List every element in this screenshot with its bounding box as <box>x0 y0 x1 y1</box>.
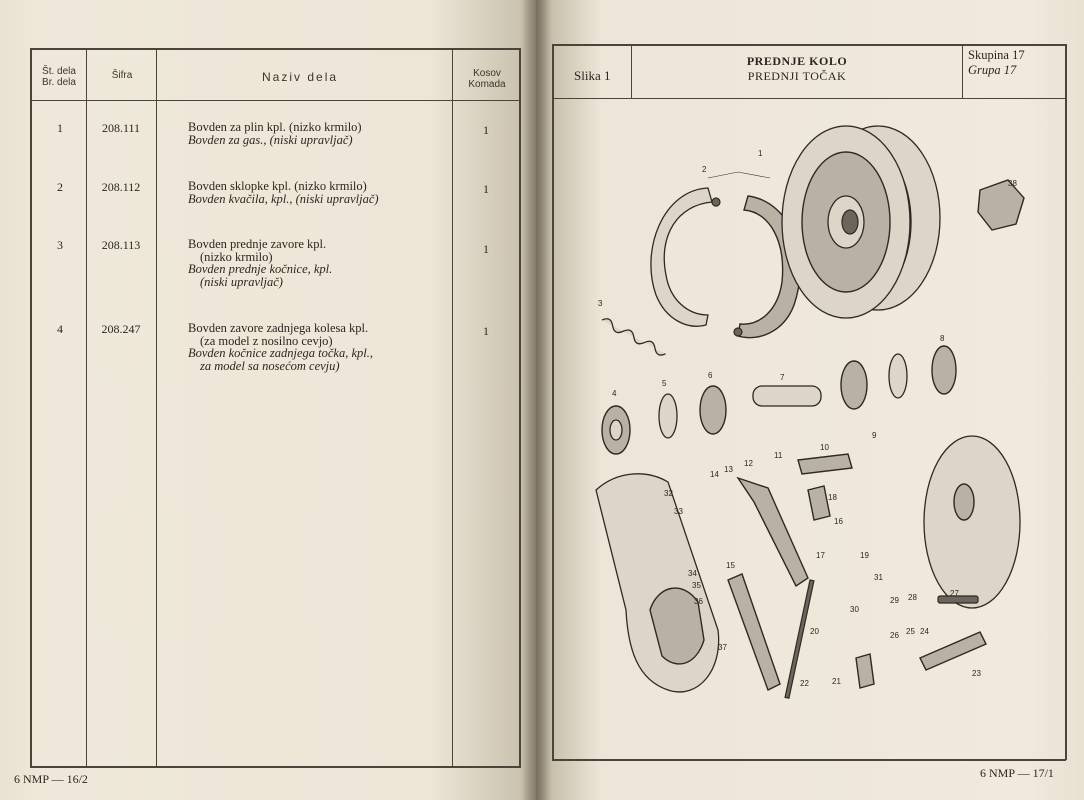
header-col-qty-line1: Kosov <box>473 68 501 79</box>
col-divider-3 <box>452 48 453 766</box>
header-divider <box>30 100 520 101</box>
row-4-qty: 1 <box>483 324 489 338</box>
part-5-illustration <box>659 394 677 438</box>
part-8-illustration <box>932 346 956 394</box>
label-part-3: 3 <box>598 299 603 308</box>
brake-shoes-illustration <box>651 172 800 338</box>
row-2-name-line1: Bovden sklopke kpl. (nizko krmilo) <box>188 179 367 193</box>
row-4-name-alt-line1: Bovden kočnice zadnjega točka, kpl., <box>188 346 373 360</box>
label-part-13: 13 <box>724 465 733 474</box>
label-part-17: 17 <box>816 551 825 560</box>
header-col-no-line2: Br. dela <box>42 77 76 88</box>
label-part-5: 5 <box>662 379 667 388</box>
r-frame-top <box>552 44 1066 46</box>
col-divider-2 <box>156 48 157 766</box>
row-4-code: 208.247 <box>101 322 141 336</box>
row-4-name-line2: (za model z nosilno cevjo) <box>200 333 333 348</box>
r-frame-left <box>552 44 554 760</box>
label-part-12: 12 <box>744 459 753 468</box>
r-frame-right <box>1065 44 1067 760</box>
r-frame-bottom <box>552 759 1066 761</box>
label-part-31: 31 <box>874 573 883 582</box>
label-part-14: 14 <box>710 470 719 479</box>
book-gutter <box>522 0 550 800</box>
row-3-name-alt-line1: Bovden prednje kočnice, kpl. <box>188 262 333 276</box>
label-part-11: 11 <box>774 451 783 460</box>
row-2-name-alt-line1: Bovden kvačila, kpl., (niski upravljač) <box>188 191 379 206</box>
row-3-name-line2: (nizko krmilo) <box>200 249 273 264</box>
label-part-10: 10 <box>820 443 829 452</box>
label-part-37: 37 <box>718 643 727 652</box>
label-part-28: 28 <box>908 593 917 602</box>
group-box <box>968 48 1064 78</box>
right-page <box>536 0 1084 800</box>
row-2-no: 2 <box>57 180 63 194</box>
r-header-bottom <box>552 98 1066 99</box>
part-18-illustration <box>808 486 830 520</box>
part-9-illustration <box>924 436 1020 608</box>
part-5b-illustration <box>889 354 907 398</box>
header-col-no-line1: Št. dela <box>42 66 76 77</box>
part-10-illustration <box>798 454 852 474</box>
label-part-38: 38 <box>1008 179 1017 188</box>
part-7-illustration <box>753 386 821 406</box>
left-page <box>0 0 536 800</box>
part-6b-illustration <box>841 361 867 409</box>
label-part-24: 24 <box>920 627 929 636</box>
row-3-code: 208.113 <box>101 238 141 252</box>
label-part-23: 23 <box>972 669 981 678</box>
label-part-33: 33 <box>674 507 683 516</box>
row-1-name-line1: Bovden za plin kpl. (nizko krmilo) <box>188 120 362 134</box>
label-part-20: 20 <box>810 627 819 636</box>
row-2-code: 208.112 <box>101 180 141 194</box>
header-col-qty <box>454 68 520 90</box>
label-part-7: 7 <box>780 373 785 382</box>
row-4-name <box>188 322 450 372</box>
figure-label: Slika 1 <box>574 68 611 83</box>
row-3-name-alt-line2: (niski upravljač) <box>200 274 283 289</box>
label-part-8: 8 <box>940 334 945 343</box>
frame-bottom <box>30 766 520 768</box>
row-4-name-line1: Bovden zavore zadnjega kolesa kpl. <box>188 321 369 335</box>
row-1-name-alt-line1: Bovden za gas., (niski upravljač) <box>188 132 353 147</box>
label-part-26: 26 <box>890 631 899 640</box>
part-23-illustration <box>920 632 986 670</box>
label-part-32: 32 <box>664 489 673 498</box>
row-4-name-alt-line2: za model sa nosećom cevju) <box>200 358 340 373</box>
part-6-illustration <box>700 386 726 434</box>
row-1-qty: 1 <box>483 123 489 137</box>
header-col-name: Naziv dela <box>262 70 339 84</box>
header-col-qty-line2: Komada <box>468 79 506 90</box>
row-1-no: 1 <box>57 121 63 135</box>
frame-top <box>30 48 520 50</box>
label-part-9: 9 <box>872 431 877 440</box>
label-part-35: 35 <box>692 581 701 590</box>
label-part-22: 22 <box>800 679 809 688</box>
row-3-no: 3 <box>57 238 63 252</box>
label-part-21: 21 <box>832 677 841 686</box>
row-2-qty: 1 <box>483 182 489 196</box>
part-38-illustration <box>978 180 1024 230</box>
hub-illustration <box>782 126 940 318</box>
row-3-name <box>188 238 450 288</box>
header-col-no <box>32 66 86 88</box>
row-1-name <box>188 121 450 146</box>
header-col-code-text: Šifra <box>111 70 133 81</box>
group-alt: Grupa 17 <box>968 63 1017 77</box>
page-title <box>632 54 962 84</box>
exploded-view-drawing <box>588 110 1048 710</box>
label-part-4: 4 <box>612 389 617 398</box>
right-footer: 6 NMP — 17/1 <box>980 766 1054 780</box>
row-4-no: 4 <box>57 322 63 336</box>
part-21-illustration <box>856 654 874 688</box>
part-12-illustration <box>738 478 808 586</box>
label-part-36: 36 <box>694 597 703 606</box>
label-part-30: 30 <box>850 605 859 614</box>
left-footer: 6 NMP — 16/2 <box>14 772 88 786</box>
label-part-18: 18 <box>828 493 837 502</box>
label-part-29: 29 <box>890 596 899 605</box>
row-2-name <box>188 180 450 205</box>
row-3-qty: 1 <box>483 242 489 256</box>
group-main: Skupina 17 <box>968 48 1025 62</box>
label-part-25: 25 <box>906 627 915 636</box>
label-part-15: 15 <box>726 561 735 570</box>
label-part-19: 19 <box>860 551 869 560</box>
frame-left <box>30 48 32 768</box>
label-part-16: 16 <box>834 517 843 526</box>
label-part-6: 6 <box>708 371 713 380</box>
label-part-2: 2 <box>702 165 707 174</box>
row-1-code: 208.111 <box>101 121 141 135</box>
spring-illustration <box>600 316 667 357</box>
page-title-main: PREDNJE KOLO <box>746 54 848 68</box>
label-part-27: 27 <box>950 589 959 598</box>
frame-right <box>519 48 521 768</box>
row-3-name-line1: Bovden prednje zavore kpl. <box>188 237 327 251</box>
page-title-alt: PREDNJI TOČAK <box>747 69 847 83</box>
label-part-1: 1 <box>758 149 763 158</box>
col-divider-1 <box>86 48 87 766</box>
r-header-div-2 <box>962 44 963 98</box>
label-part-34: 34 <box>688 569 697 578</box>
part-15-illustration <box>728 574 780 690</box>
header-col-code <box>88 70 156 81</box>
